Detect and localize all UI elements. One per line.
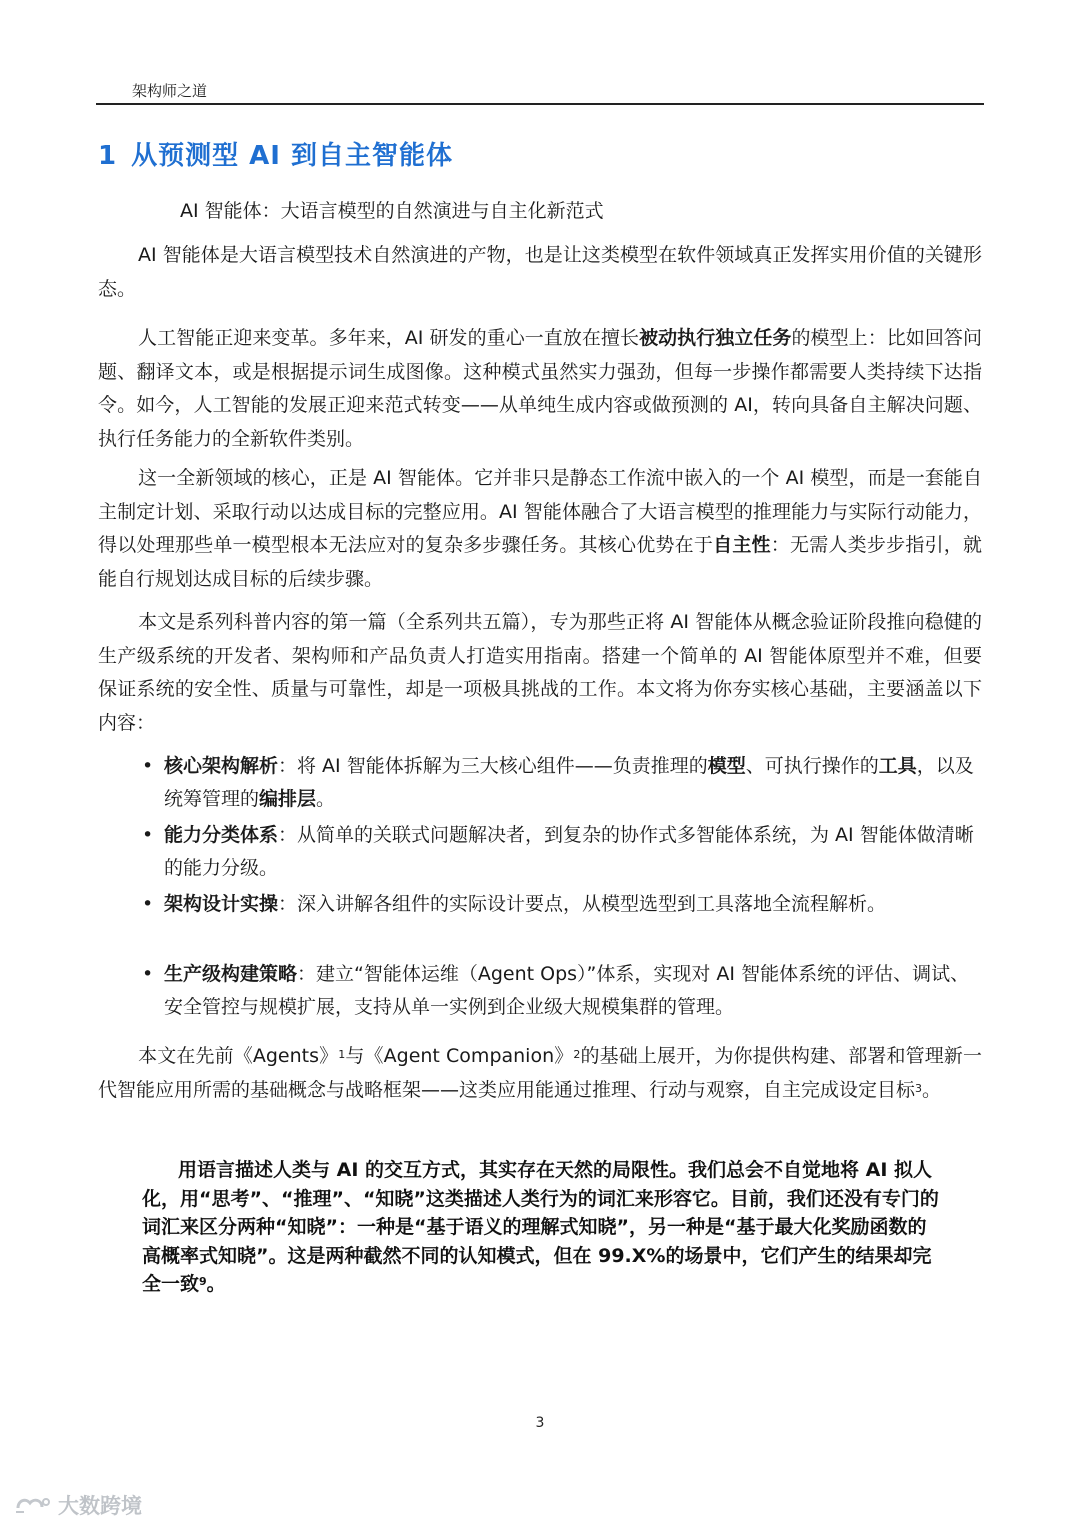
- bullet-item: • 架构设计实操：深入讲解各组件的实际设计要点，从模型选型到工具落地全流程解析。: [164, 888, 982, 921]
- section-title: 从预测型 AI 到自主智能体: [131, 141, 453, 171]
- watermark-logo-icon: [14, 1494, 52, 1516]
- paragraph-transformation: 人工智能正迎来变革。多年来，AI 研发的重心一直放在擅长被动执行独立任务的模型上：比如回答问题、翻译文本，或是根据提示词生成图像。这种模式虽然实力强劲，但每一步操作都需要人类持续下达指令。如今，人工智能的发展正迎来范式转变——从单纯生成内容或做预测的 AI，转向具备自主解决问题、执行任务能力的全新软件类别。: [98, 327, 982, 450]
- section-number: 1: [98, 141, 118, 171]
- bullet-item: • 能力分类体系：从简单的关联式问题解决者，到复杂的协作式多智能体系统，为 AI 智能体做清晰的能力分级。: [164, 819, 982, 885]
- header-divider: [96, 103, 984, 105]
- callout-note: 用语言描述人类与 AI 的交互方式，其实存在天然的局限性。我们总会不自觉地将 AI 拟人化，用“思考”、“推理”、“知晓”这类描述人类行为的词汇来形容它。目前，我们还没有专门的词汇来区分两种“知晓”：一种是“基于语义的理解式知晓”，另一种是“基于最大化奖励函数的高概率式知晓”。这是两种截然不同的认知模式，但在 99.X%的场景中，它们产生的结果却完全一致$^9$。: [142, 1159, 939, 1296]
- bullet-item: • 核心架构解析：将 AI 智能体拆解为三大核心组件——负责推理的模型、可执行操作的工具，以及统筹管理的编排层。: [164, 750, 982, 816]
- paragraph-series: 本文是系列科普内容的第一篇（全系列共五篇），专为那些正将 AI 智能体从概念验证阶段推向稳健的生产级系统的开发者、架构师和产品负责人打造实用指南。搭建一个简单的 AI 智能体原型并不难，但要保证系统的安全性、质量与可靠性，却是一项极具挑战的工作。本文将为你夯实核心基础，主要涵盖以下内容：: [98, 611, 982, 734]
- paragraph-context: 本文在先前《Agents》$^1$与《Agent Companion》$^2$的基础上展开，为你提供构建、部署和管理新一代智能应用所需的基础概念与战略框架——这类应用能通过推理、行动与观察，自主完成设定目标$^3$。: [98, 1045, 982, 1101]
- page-number: 3: [535, 1415, 545, 1431]
- emphasis-passive-tasks: 被动执行独立任务: [639, 327, 792, 349]
- bullet-dot-icon: •: [142, 893, 154, 915]
- bullet-dot-icon: •: [142, 824, 154, 846]
- paragraph-core: 这一全新领域的核心，正是 AI 智能体。它并非只是静态工作流中嵌入的一个 AI 模型，而是一套能自主制定计划、采取行动以达成目标的完整应用。AI 智能体融合了大语言模型的推理能力与实际行动能力，得以处理那些单一模型根本无法应对的复杂多步骤任务。其核心优势在于自主性：无需人类步步指引，就能自行规划达成目标的后续步骤。: [98, 467, 982, 590]
- section-heading: [98, 135, 453, 172]
- bullet-item: • 生产级构建策略：建立“智能体运维（Agent Ops）”体系，实现对 AI 智能体系统的评估、调试、安全管控与规模扩展，支持从单一实例到企业级大规模集群的管理。: [164, 958, 982, 1024]
- emphasis-autonomy: 自主性: [713, 534, 771, 556]
- paragraph-intro: AI 智能体是大语言模型技术自然演进的产物，也是让这类模型在软件领域真正发挥实用价值的关键形态。: [98, 244, 982, 300]
- bullet-dot-icon: •: [142, 963, 154, 985]
- bullet-dot-icon: •: [142, 755, 154, 777]
- running-header: 架构师之道: [132, 82, 208, 100]
- watermark: 大数跨境: [14, 1490, 142, 1520]
- subtitle: AI 智能体：大语言模型的自然演进与自主化新范式: [180, 200, 604, 222]
